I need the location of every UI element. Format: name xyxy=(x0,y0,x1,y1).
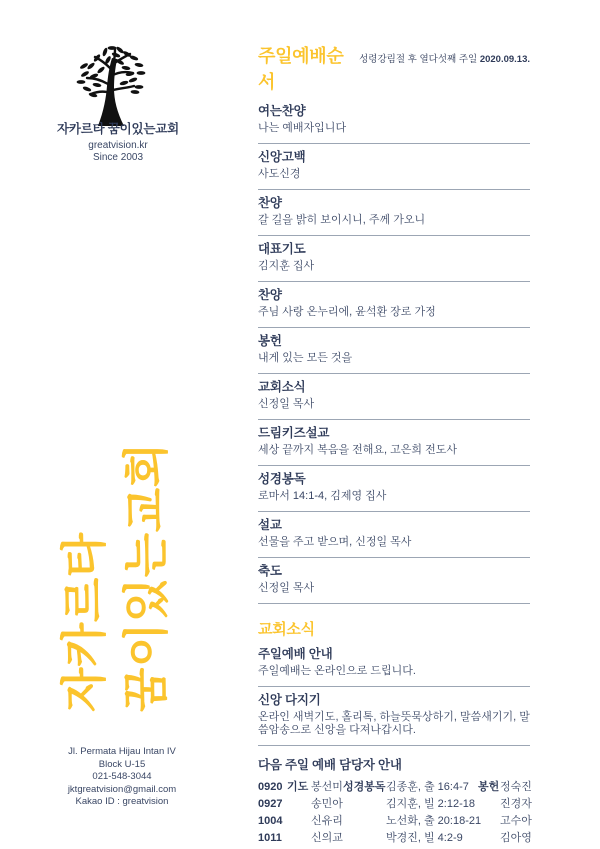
schedule-offering-name: 진경자 xyxy=(500,798,532,810)
worship-item-detail: 선물을 주고 받으며, 신정일 목사 xyxy=(258,536,412,548)
schedule-spacer xyxy=(478,832,500,845)
worship-item-detail: 신정일 목사 xyxy=(258,398,315,410)
schedule-prayer-name: 봉선미 xyxy=(311,781,343,793)
worship-item xyxy=(258,512,530,558)
schedule-date: 0920 xyxy=(258,781,283,793)
worship-item xyxy=(258,328,530,374)
worship-item-label: 축도 xyxy=(258,564,282,578)
vertical-brand-text xyxy=(53,430,177,712)
brand-block xyxy=(38,122,198,164)
worship-item xyxy=(258,420,530,466)
worship-item-label: 드림키즈설교 xyxy=(258,426,330,440)
worship-item-label: 찬양 xyxy=(258,288,282,302)
schedule-date: 1011 xyxy=(258,832,282,844)
schedule-prayer-name: 신의교 xyxy=(311,832,343,844)
schedule-scripture-label: 성경봉독 xyxy=(343,781,386,793)
news-section-title: 교회소식 xyxy=(258,621,315,638)
schedule-offering-name: 정숙진 xyxy=(500,781,532,793)
worship-item-detail: 로마서 14:1-4, 김제영 집사 xyxy=(258,490,387,502)
worship-date: 2020.09.13. xyxy=(479,54,530,65)
worship-item-detail: 주님 사랑 온누리에, 윤석환 장로 가정 xyxy=(258,306,436,318)
contact-info xyxy=(33,746,211,809)
vertical-brand-line1: 자카르타 xyxy=(58,532,110,712)
worship-item-detail: 세상 끝까지 복음을 전해요, 고은희 전도사 xyxy=(258,444,457,456)
worship-item-label: 봉헌 xyxy=(258,334,282,348)
worship-item-detail: 사도신경 xyxy=(258,168,301,180)
worship-item xyxy=(258,466,530,512)
contact-address-line2: Block U-15 xyxy=(98,758,146,770)
news-item-label: 주일예배 안내 xyxy=(258,647,333,661)
worship-item-label: 여는찬양 xyxy=(258,104,306,118)
schedule-spacer xyxy=(287,815,311,828)
schedule-spacer xyxy=(478,815,500,828)
news-item-detail: 주일예배는 온라인으로 드립니다. xyxy=(258,665,416,677)
schedule-spacer xyxy=(287,832,311,845)
schedule-prayer-name: 송민아 xyxy=(311,798,343,810)
church-tree-logo-icon xyxy=(72,46,146,126)
schedule-date: 0927 xyxy=(258,798,283,810)
worship-subtitle xyxy=(359,51,530,65)
worship-item-detail: 신정일 목사 xyxy=(258,582,315,594)
worship-item-detail: 김지훈 집사 xyxy=(258,260,315,272)
worship-item xyxy=(258,144,530,190)
schedule-spacer xyxy=(343,815,386,828)
worship-item-label: 찬양 xyxy=(258,196,282,210)
worship-item xyxy=(258,98,530,144)
brand-name: 자카르타 꿈이있는교회 xyxy=(56,122,180,136)
worship-item-detail: 내게 있는 모든 것을 xyxy=(258,352,353,364)
schedule-prayer-name: 신유리 xyxy=(311,815,343,827)
schedule-spacer xyxy=(478,798,500,811)
schedule-spacer xyxy=(287,798,311,811)
worship-item xyxy=(258,236,530,282)
worship-item-detail: 나는 예배자입니다 xyxy=(258,122,347,134)
brand-website: greatvision.kr xyxy=(88,140,148,151)
schedule-table xyxy=(258,781,530,845)
schedule-title: 다음 주일 예배 담당자 안내 xyxy=(258,758,402,772)
worship-title: 주일예배순서 xyxy=(258,46,344,92)
schedule-offering-name: 김아영 xyxy=(500,832,532,844)
contact-email: jktgreatvision@gmail.com xyxy=(67,783,177,795)
worship-item-label: 교회소식 xyxy=(258,380,306,394)
worship-item-label: 성경봉독 xyxy=(258,472,306,486)
schedule-scripture-value: 김지훈, 빌 2:12-18 xyxy=(386,798,475,810)
news-item xyxy=(258,687,530,746)
worship-season-label: 성령강림절 후 열다섯째 주일 xyxy=(359,54,478,65)
worship-order-column xyxy=(258,42,530,845)
brand-since: Since 2003 xyxy=(92,152,144,163)
worship-item xyxy=(258,374,530,420)
worship-item xyxy=(258,190,530,236)
schedule-spacer xyxy=(343,832,386,845)
schedule-offering-name: 고수아 xyxy=(500,815,532,827)
contact-phone: 021-548-3044 xyxy=(92,771,152,782)
news-item xyxy=(258,641,530,687)
schedule-scripture-value: 박경진, 빌 4:2-9 xyxy=(386,832,463,844)
schedule-date: 1004 xyxy=(258,815,283,827)
worship-item-detail: 갈 길을 밝히 보이시니, 주께 가오니 xyxy=(258,214,426,226)
schedule-scripture-value: 김종훈, 출 16:4-7 xyxy=(386,781,469,793)
news-item-label: 신앙 다지기 xyxy=(258,693,321,707)
worship-item xyxy=(258,282,530,328)
contact-kakao-id: Kakao ID : greatvision xyxy=(75,796,169,807)
vertical-brand-line2: 꿈이있는교회 xyxy=(120,442,172,712)
worship-header xyxy=(258,42,530,94)
worship-item-label: 대표기도 xyxy=(258,242,306,256)
schedule-offering-label: 봉헌 xyxy=(478,781,500,793)
schedule-prayer-label: 기도 xyxy=(287,781,309,793)
schedule-scripture-value: 노선화, 출 20:18-21 xyxy=(386,815,482,827)
worship-item-label: 설교 xyxy=(258,518,282,532)
news-item-detail: 온라인 새벽기도, 홀리톡, 하늘뜻묵상하기, 말씀새기기, 말씀암송으로 신앙을 다져나갑시다. xyxy=(258,711,530,736)
contact-address-line1: Jl. Permata Hijau Intan IV xyxy=(68,746,176,757)
worship-item xyxy=(258,558,530,604)
worship-item-label: 신앙고백 xyxy=(258,150,306,164)
schedule-spacer xyxy=(343,798,386,811)
